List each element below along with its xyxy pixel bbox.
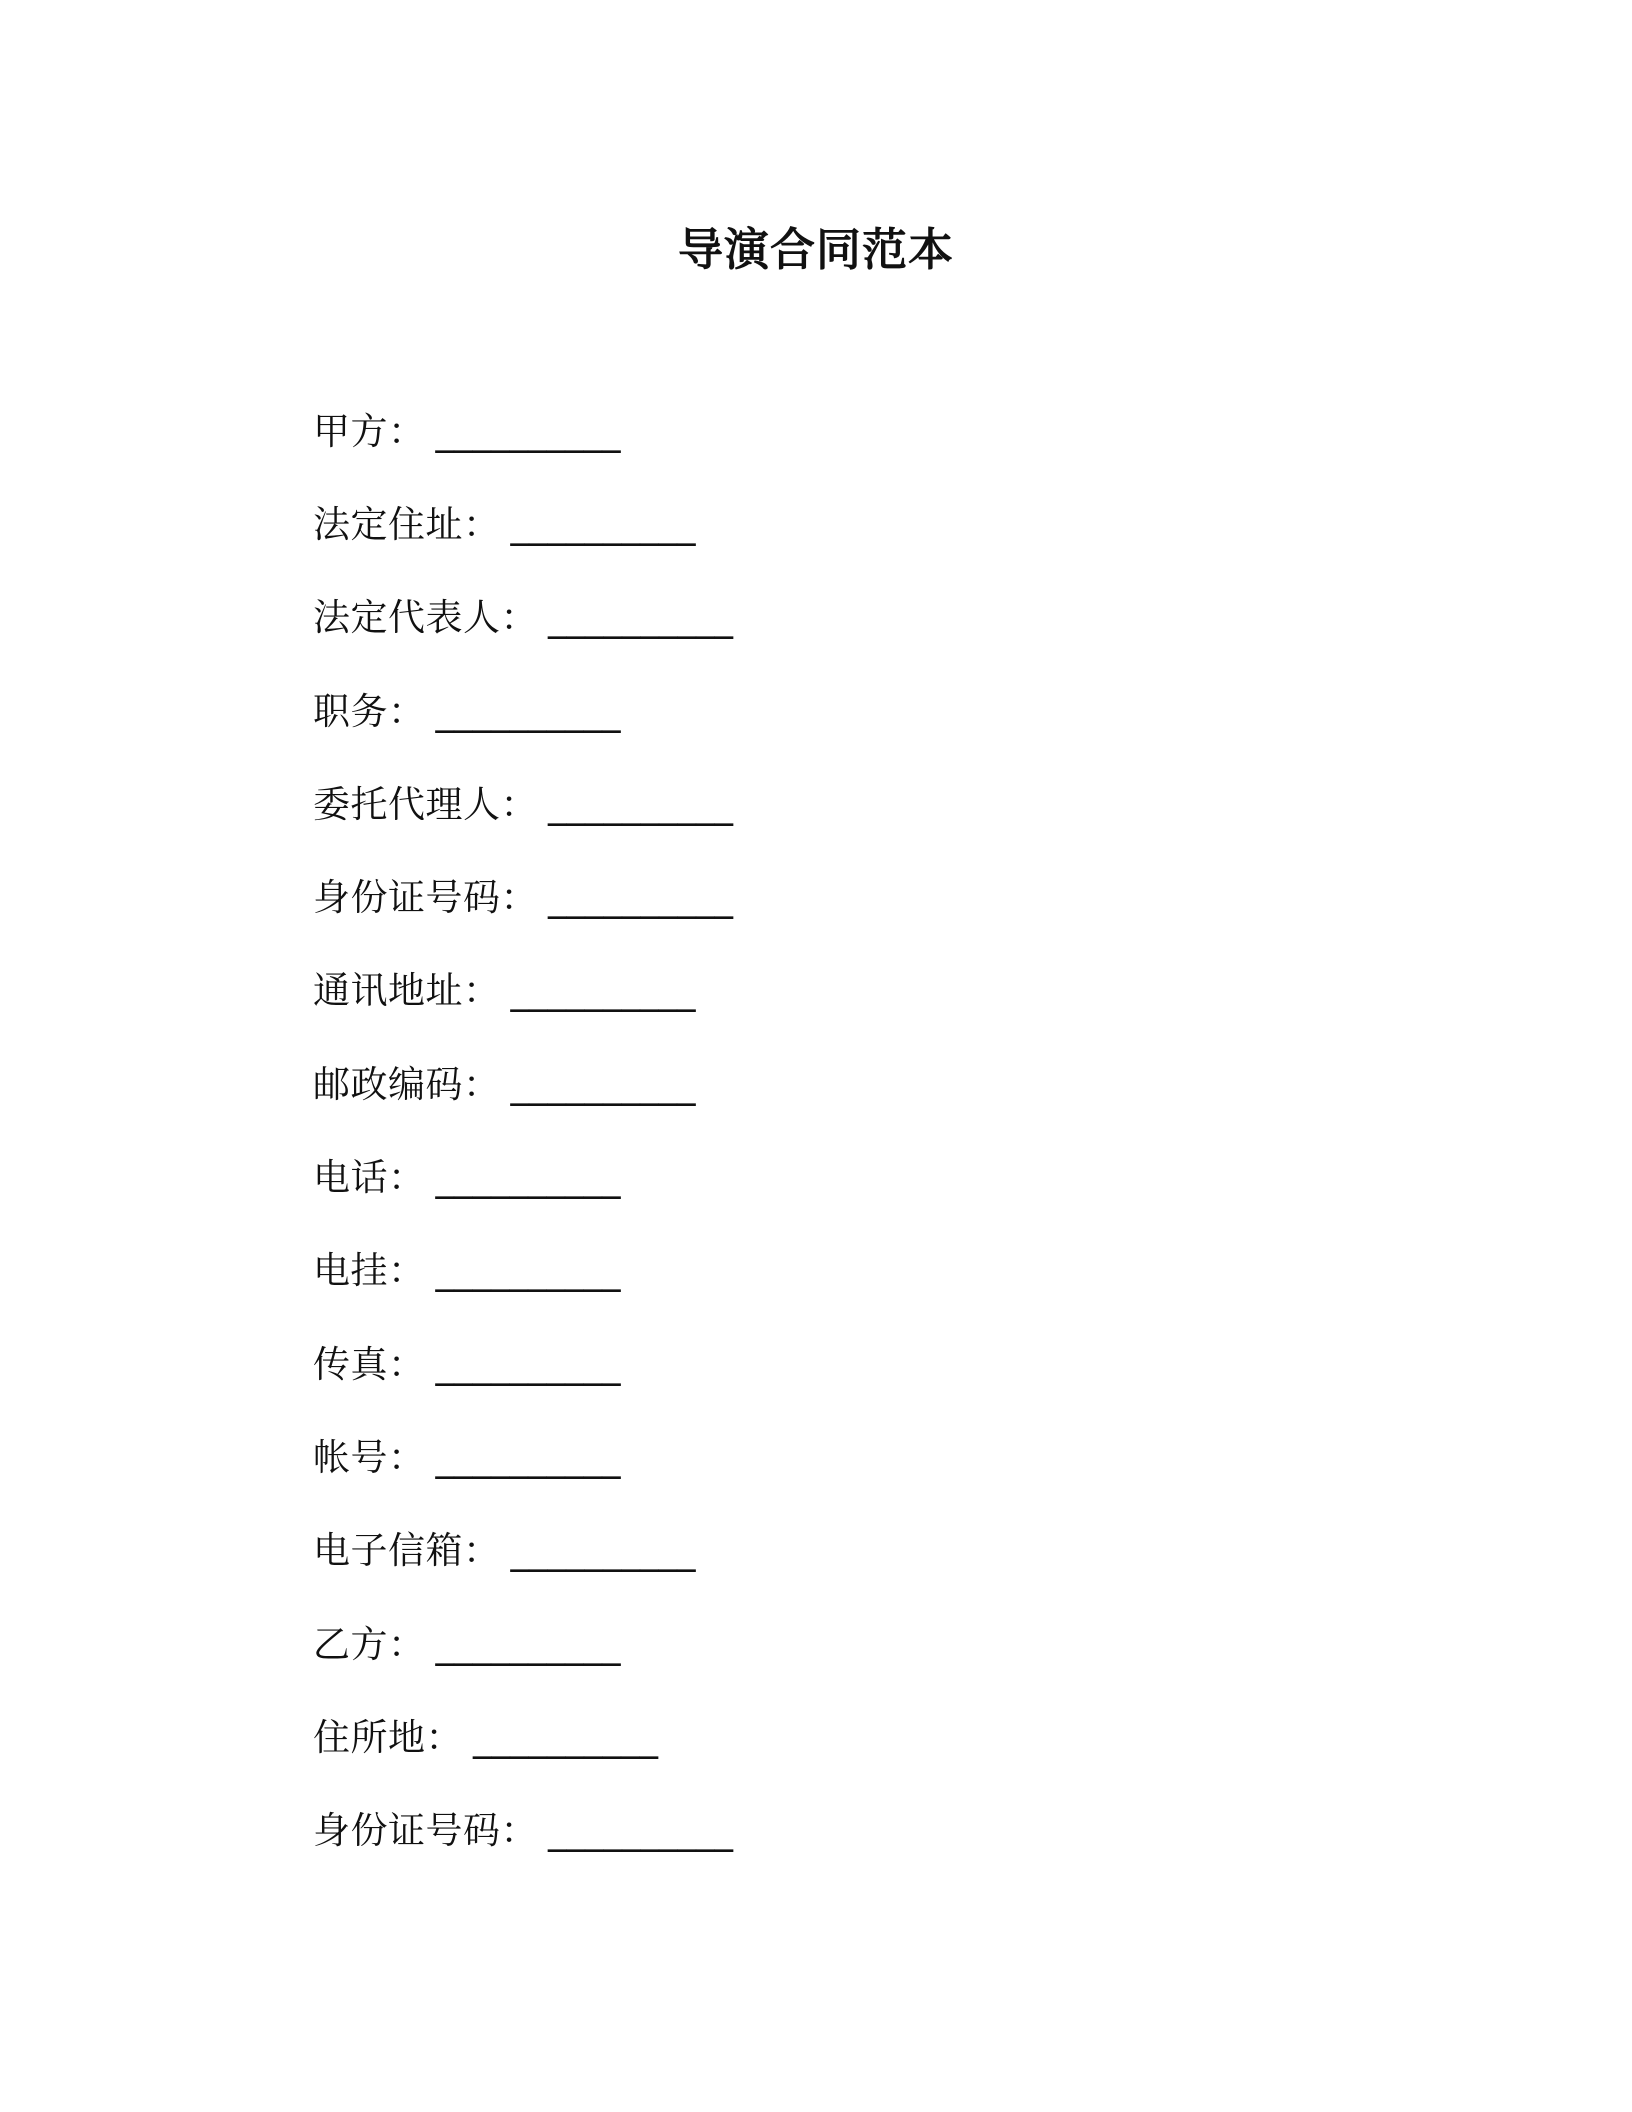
field-blank: __________ bbox=[435, 1156, 621, 1200]
field-blank: __________ bbox=[435, 1342, 621, 1386]
field-legal-address bbox=[313, 478, 1413, 571]
field-blank: __________ bbox=[548, 596, 733, 640]
field-label: 法定代表人： bbox=[313, 596, 538, 640]
field-telegraph bbox=[313, 1225, 1413, 1318]
field-party-a bbox=[313, 385, 1413, 478]
field-label: 邮政编码： bbox=[313, 1062, 501, 1106]
field-postal-code bbox=[313, 1038, 1413, 1131]
field-list bbox=[313, 385, 1413, 1878]
field-blank: __________ bbox=[435, 1435, 621, 1479]
field-id-number-b bbox=[313, 1784, 1413, 1877]
field-blank: __________ bbox=[435, 689, 621, 733]
field-label: 住所地： bbox=[313, 1715, 463, 1759]
field-blank: __________ bbox=[435, 1622, 621, 1666]
field-blank: __________ bbox=[548, 876, 733, 920]
field-blank: __________ bbox=[548, 1809, 733, 1853]
field-blank: __________ bbox=[510, 969, 696, 1013]
field-blank: __________ bbox=[473, 1715, 658, 1759]
field-account bbox=[313, 1411, 1413, 1504]
field-label: 电子信箱： bbox=[313, 1529, 501, 1573]
title-container bbox=[0, 220, 1632, 280]
field-label: 传真： bbox=[313, 1342, 426, 1386]
field-label: 委托代理人： bbox=[313, 782, 538, 826]
field-label: 身份证号码： bbox=[313, 1809, 538, 1853]
field-blank: __________ bbox=[435, 409, 621, 453]
field-position bbox=[313, 665, 1413, 758]
field-blank: __________ bbox=[510, 1062, 696, 1106]
field-label: 甲方： bbox=[313, 409, 426, 453]
field-legal-representative bbox=[313, 572, 1413, 665]
field-label: 法定住址： bbox=[313, 502, 501, 546]
field-label: 帐号： bbox=[313, 1435, 426, 1479]
field-label: 通讯地址： bbox=[313, 969, 501, 1013]
field-blank: __________ bbox=[510, 502, 696, 546]
field-label: 身份证号码： bbox=[313, 876, 538, 920]
field-party-b bbox=[313, 1598, 1413, 1691]
field-agent bbox=[313, 758, 1413, 851]
field-mailing-address bbox=[313, 945, 1413, 1038]
field-label: 电话： bbox=[313, 1156, 426, 1200]
field-blank: __________ bbox=[435, 1249, 621, 1293]
field-label: 乙方： bbox=[313, 1622, 426, 1666]
field-email bbox=[313, 1505, 1413, 1598]
field-label: 职务： bbox=[313, 689, 426, 733]
field-domicile bbox=[313, 1691, 1413, 1784]
field-id-number-a bbox=[313, 851, 1413, 944]
field-label: 电挂： bbox=[313, 1249, 426, 1293]
field-phone bbox=[313, 1131, 1413, 1224]
field-blank: __________ bbox=[548, 782, 733, 826]
document-title: 导演合同范本 bbox=[677, 223, 954, 276]
field-fax bbox=[313, 1318, 1413, 1411]
field-blank: __________ bbox=[510, 1529, 696, 1573]
